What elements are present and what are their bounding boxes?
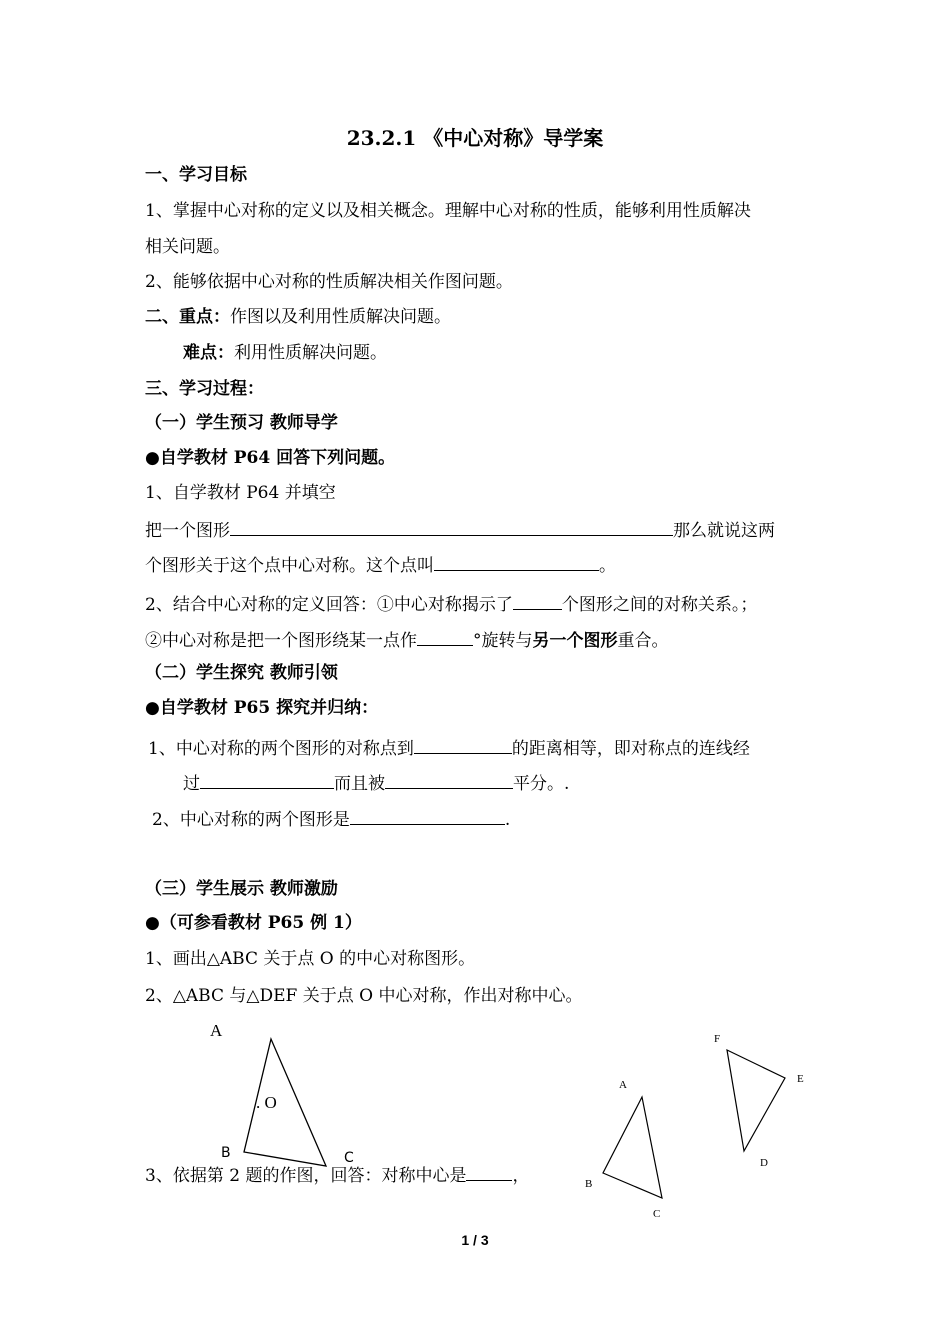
fill-blank-symmetry-center[interactable] (466, 1162, 512, 1181)
task-2: 2、△ABC 与△DEF 关于点 O 中心对称，作出对称中心。 (145, 986, 583, 1006)
e1-text-c: 过 (183, 774, 200, 794)
goal-1-line-2: 相关问题。 (145, 237, 230, 257)
q1-text-d: 。 (599, 556, 616, 576)
q2-text-e: 另一个图形 (532, 631, 618, 651)
part-2-heading: （二）学生探究 教师引领 (145, 663, 338, 683)
q2-text-d: °旋转与 (473, 631, 533, 651)
part-3-heading: （三）学生展示 教师激励 (145, 879, 338, 899)
page-number: 1 / 3 (461, 1232, 489, 1248)
key-points-text: 作图以及利用性质解决问题。 (230, 307, 451, 327)
q2-text-f: 重合。 (617, 631, 669, 651)
fig2-label-c: C (653, 1208, 661, 1220)
section-process-heading: 三、学习过程： (145, 379, 264, 399)
question-1-intro: 1、自学教材 P64 并填空 (145, 483, 336, 503)
task-1: 1、画出△ABC 关于点 O 的中心对称图形。 (145, 949, 476, 969)
q2-text-b: 个图形之间的对称关系。； (561, 595, 758, 615)
page-title: 23.2.1 《中心对称》导学案 (346, 126, 604, 150)
fig1-label-b: B (221, 1145, 231, 1161)
e1-text-b: 的距离相等，即对称点的连线经 (511, 739, 750, 759)
fig1-label-c: C (344, 1150, 354, 1166)
e1-text-d: 而且被 (334, 774, 385, 794)
difficult-points-text: 利用性质解决问题。 (234, 343, 387, 363)
q2-text-a: 2、结合中心对称的定义回答：①中心对称揭示了 (145, 595, 513, 615)
goal-2: 2、能够依据中心对称的性质解决相关作图问题。 (145, 272, 513, 292)
fig2-label-e: E (797, 1073, 804, 1085)
section-learning-goals-heading: 一、学习目标 (145, 165, 247, 185)
key-points-label: 二、重点： (145, 307, 230, 327)
triangle-abc-2-shape (603, 1097, 662, 1198)
goal-1-line-1: 1、掌握中心对称的定义以及相关概念。理解中心对称的性质，能够利用性质解决 (145, 201, 751, 221)
e1-text-a: 1、中心对称的两个图形的对称点到 (148, 739, 414, 759)
part-3-task: ●（可参看教材 P65 例 1） (145, 913, 362, 933)
fig2-label-f: F (714, 1033, 721, 1045)
part-2-task: ●自学教材 P65 探究并归纳： (145, 698, 379, 718)
fig2-label-b: B (585, 1178, 593, 1190)
difficult-points-label: 难点： (183, 343, 234, 363)
part-1-task: ●自学教材 P64 回答下列问题。 (145, 448, 396, 468)
fig1-label-o: . O (256, 1093, 277, 1112)
fig2-label-a: A (619, 1079, 627, 1091)
fig1-label-a: A (210, 1021, 223, 1040)
part-1-heading: （一）学生预习 教师导学 (145, 413, 338, 433)
q1-text-a: 把一个图形 (145, 521, 230, 541)
e2-text-a: 2、中心对称的两个图形是 (152, 810, 350, 830)
triangle-def-shape (727, 1050, 785, 1151)
q1-text-b: 那么就说这两 (673, 521, 775, 541)
task-3 (145, 1162, 529, 1187)
e1-text-e: 平分。. (513, 774, 570, 794)
t3-text-a: 3、依据第 2 题的作图，回答：对称中心是 (145, 1166, 467, 1186)
q2-text-c: ②中心对称是把一个图形绕某一点作 (145, 631, 417, 651)
e2-text-b: . (504, 810, 511, 830)
fig2-label-d: D (760, 1157, 768, 1169)
q1-text-c: 个图形关于这个点中心对称。这个点叫 (145, 556, 434, 576)
t3-text-b: ， (512, 1166, 530, 1186)
